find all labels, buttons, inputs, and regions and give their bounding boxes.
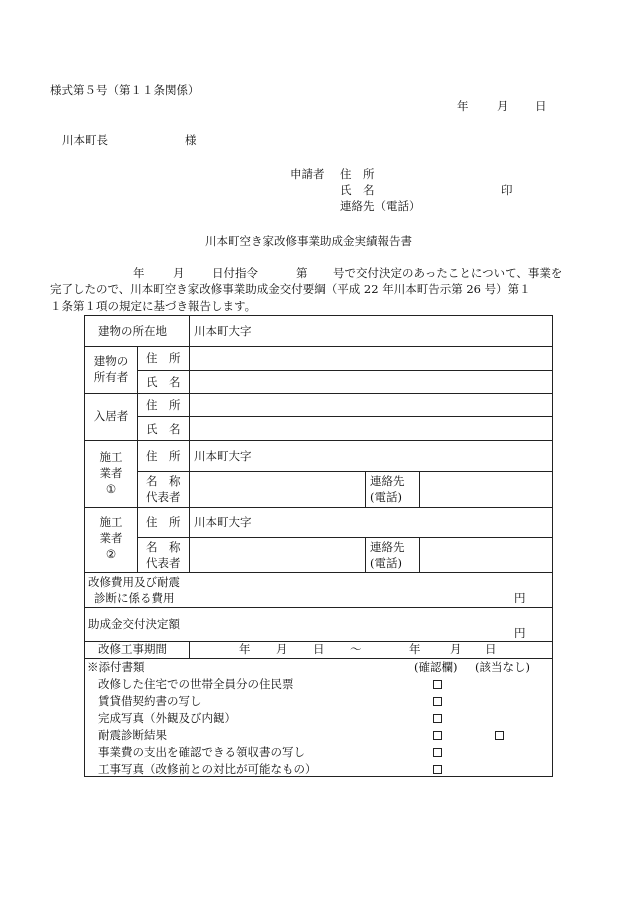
cost-label-line2: 診断に係る費用 bbox=[94, 591, 175, 605]
owner-label-line1: 建物の bbox=[93, 354, 129, 368]
grant-label: 助成金交付決定額 bbox=[88, 617, 180, 631]
attachments-header: ※添付書類 bbox=[87, 660, 145, 674]
attachment-item: 完成写真（外観及び内観） bbox=[98, 711, 236, 725]
form-number: 様式第５号（第１１条関係） bbox=[50, 83, 200, 97]
confirm-checkbox[interactable] bbox=[433, 731, 442, 740]
contractor1-address-value: 川本町大字 bbox=[194, 449, 252, 463]
contractor1-contact-label: 連絡先 bbox=[370, 474, 405, 488]
owner-label-line2: 所有者 bbox=[93, 370, 129, 384]
confirm-header: (確認欄) bbox=[414, 660, 458, 674]
grant-yen: 円 bbox=[514, 626, 526, 640]
period-start-year: 年 bbox=[239, 642, 251, 656]
body-order: 日付指令 bbox=[212, 266, 258, 280]
owner-name-label: 氏 名 bbox=[146, 375, 181, 389]
contractor2-label-line1: 施工 bbox=[99, 515, 123, 529]
recipient-name: 川本町長 bbox=[62, 133, 108, 147]
contractor2-company-label: 名 称 bbox=[146, 540, 181, 554]
attachment-item: 耐震診断結果 bbox=[98, 728, 167, 742]
confirm-checkbox[interactable] bbox=[433, 714, 442, 723]
body-month: 月 bbox=[173, 266, 185, 280]
owner-address-label: 住 所 bbox=[146, 351, 181, 365]
confirm-checkbox[interactable] bbox=[433, 765, 442, 774]
applicant-name-label: 氏 名 bbox=[340, 183, 375, 197]
body-line1-rest: 号で交付決定のあったことについて、事業を bbox=[333, 266, 563, 280]
contractor2-rep-label: 代表者 bbox=[146, 556, 181, 570]
contractor1-label-line3: ① bbox=[105, 482, 117, 496]
document-title: 川本町空き家改修事業助成金実績報告書 bbox=[205, 234, 412, 248]
contractor1-company-label: 名 称 bbox=[146, 474, 181, 488]
attachment-item: 改修した住宅での世帯全員分の住民票 bbox=[98, 677, 294, 691]
cost-label-line1: 改修費用及び耐震 bbox=[88, 575, 180, 589]
applicant-contact-label: 連絡先（電話） bbox=[340, 199, 421, 213]
contractor2-label-line2: 業者 bbox=[99, 531, 123, 545]
resident-label: 入居者 bbox=[93, 409, 129, 423]
period-end-month: 月 bbox=[450, 642, 462, 656]
period-tilde: ～ bbox=[350, 642, 362, 656]
na-header: (該当なし) bbox=[475, 660, 530, 674]
contractor1-label-line1: 施工 bbox=[99, 450, 123, 464]
period-label: 改修工事期間 bbox=[98, 642, 167, 656]
na-checkbox[interactable] bbox=[495, 731, 504, 740]
resident-name-label: 氏 名 bbox=[146, 422, 181, 436]
date-year: 年 bbox=[457, 99, 469, 113]
seal-mark: 印 bbox=[501, 183, 513, 197]
resident-address-label: 住 所 bbox=[146, 398, 181, 412]
confirm-checkbox[interactable] bbox=[433, 697, 442, 706]
confirm-checkbox[interactable] bbox=[433, 680, 442, 689]
period-end-day: 日 bbox=[485, 642, 497, 656]
body-line3: １条第１項の規定に基づき報告します。 bbox=[50, 299, 257, 313]
attachment-item: 賃貸借契約書の写し bbox=[98, 694, 202, 708]
body-year: 年 bbox=[133, 266, 145, 280]
contractor2-address-label: 住 所 bbox=[146, 515, 181, 529]
contractor2-address-value: 川本町大字 bbox=[194, 515, 252, 529]
recipient-honorific: 様 bbox=[185, 133, 197, 147]
contractor1-label-line2: 業者 bbox=[99, 466, 123, 480]
location-value: 川本町大字 bbox=[194, 324, 252, 338]
contractor1-phone-label: (電話) bbox=[370, 490, 402, 504]
location-label: 建物の所在地 bbox=[98, 324, 167, 338]
applicant-address-label: 住 所 bbox=[340, 167, 375, 181]
period-start-month: 月 bbox=[276, 642, 288, 656]
period-start-day: 日 bbox=[313, 642, 325, 656]
attachment-item: 工事写真（改修前との対比が可能なもの） bbox=[98, 762, 317, 776]
date-day: 日 bbox=[535, 99, 547, 113]
period-end-year: 年 bbox=[409, 642, 421, 656]
contractor2-label-line3: ② bbox=[105, 547, 117, 561]
body-dai: 第 bbox=[296, 266, 308, 280]
cost-yen: 円 bbox=[514, 591, 526, 605]
contractor2-phone-label: (電話) bbox=[370, 556, 402, 570]
applicant-label: 申請者 bbox=[290, 167, 325, 181]
attachment-item: 事業費の支出を確認できる領収書の写し bbox=[98, 745, 305, 759]
contractor1-rep-label: 代表者 bbox=[146, 490, 181, 504]
date-month: 月 bbox=[497, 99, 509, 113]
contractor1-address-label: 住 所 bbox=[146, 449, 181, 463]
body-line2: 完了したので、川本町空き家改修事業助成金交付要綱（平成 22 年川本町告示第 26 号）第１ bbox=[50, 282, 531, 296]
contractor2-contact-label: 連絡先 bbox=[370, 540, 405, 554]
confirm-checkbox[interactable] bbox=[433, 748, 442, 757]
